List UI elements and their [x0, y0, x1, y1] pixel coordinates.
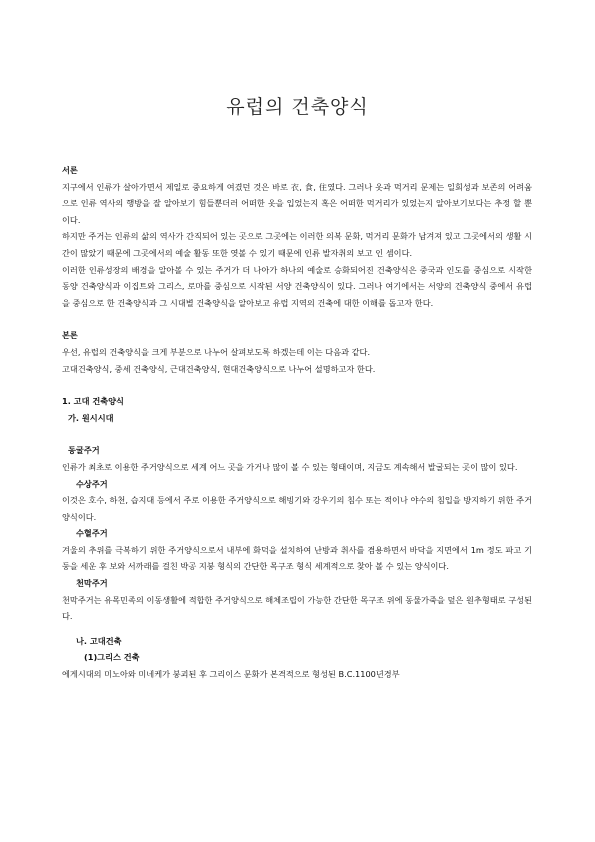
document-body	[62, 162, 532, 683]
intro-heading: 서론	[62, 165, 78, 175]
item-water-heading: 수상주거	[76, 478, 108, 489]
item-tent-heading: 천막주거	[76, 578, 108, 589]
intro-paragraph-1: 지구에서 인류가 살아가면서 제일로 중요하게 여겼던 것은 바로 衣, 食, 住였다. 그러나 옷과 먹거리 문제는 일회성과 보존의 어려움으로 인류 역사의 행방을 잘 알아보기 힘들뿐더러 어떠한 옷을 입었는지 혹은 어떠한 먹거리가 있었는지 알아보기보다는 추정 할 뿐이다.	[62, 181, 532, 225]
document-title: 유럽의 건축양식	[226, 96, 369, 118]
subsection-b-heading: 나. 고대건축	[76, 635, 122, 646]
item-pit-heading: 수혈주거	[76, 528, 108, 539]
item-cave-text: 인류가 최초로 이용한 주거양식으로 세계 어느 곳을 가거나 많이 볼 수 있는 형태이며, 지금도 계속해서 발굴되는 곳이 많이 있다.	[62, 461, 518, 472]
body-paragraph-2: 고대건축양식, 중세 건축양식, 근대건축양식, 현대건축양식으로 나누어 설명하고자 한다.	[62, 363, 376, 374]
intro-paragraph-3: 이러한 인류성장의 배경을 알아볼 수 있는 주거가 더 나아가 하나의 예술로 승화되어진 건축양식은 중국과 인도를 중심으로 시작한 동양 건축양식과 이집트와 그리스, 로마를 중심으로 시작된 서양 건축양식이 있다. 그러나 여기에서는 서양의 건축양식 중에서 유럽을 중심으로 한 건축양식과 그 시대별 건축양식을 알아보고 유럽 지역의 건축에 대한 이해를 돕고자 한다.	[62, 264, 532, 308]
item-pit-text: 겨울의 추위를 극복하기 위한 주거양식으로서 내부에 화덕을 설치하여 난방과 취사를 겸용하면서 바닥을 지면에서 1m 정도 파고 기둥을 세운 후 보와 서까래를 걸친 박공 지붕 형식의 간단한 목구조 형식 세계적으로 찾아 볼 수 있는 양식이다.	[62, 544, 532, 572]
item-greek-text: 에게시대의 미노아와 미네케가 붕괴된 후 그리이스 문화가 본격적으로 형성된 B.C.1100년경부	[62, 669, 400, 680]
item-water-text: 이것은 호수, 하천, 습지대 등에서 주로 이용한 주거양식으로 해빙기와 강우기의 침수 또는 적이나 야수의 침입을 방지하기 위한 주거양식이다.	[62, 495, 532, 522]
item-cave-heading: 동굴주거	[68, 445, 100, 456]
section-1-heading: 1. 고대 건축양식	[62, 396, 124, 407]
item-tent-text: 천막주거는 유목민족의 이동생활에 적합한 주거양식으로 해체조립이 가능한 간단한 목구조 위에 동물가죽을 덮은 원추형태로 구성된다.	[62, 594, 532, 622]
subsection-a-heading: 가. 원시시대	[68, 412, 114, 423]
item-greek-heading: (1)그리스 건축	[84, 652, 140, 663]
intro-paragraph-2: 하지만 주거는 인류의 삶의 역사가 간직되어 있는 곳으로 그곳에는 이러한 의복 문화, 먹거리 문화가 남겨져 있고 그곳에서의 생활 시간이 많았기 때문에 그곳에서의 예술 활동 또한 엿볼 수 있기 때문에 인류 발자취의 보고 인 셈이다.	[62, 231, 532, 258]
body-heading: 본론	[62, 330, 78, 341]
body-paragraph-1: 우선, 유럽의 건축양식을 크게 부분으로 나누어 살펴보도록 하겠는데 이는 다음과 같다.	[62, 346, 371, 357]
